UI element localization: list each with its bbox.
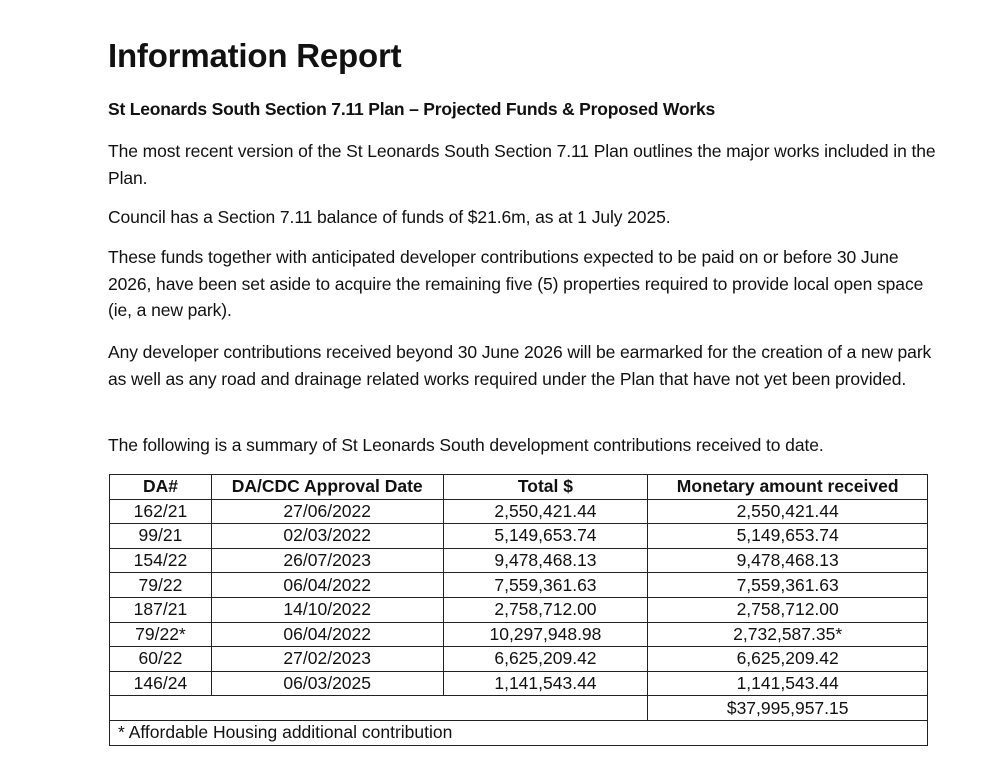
cell-da-number: 146/24 [110,671,212,696]
table-total-row [110,696,928,721]
cell-monetary-received: 7,559,361.63 [648,573,928,598]
header-da-number: DA# [110,475,212,500]
cell-total: 6,625,209.42 [443,647,648,672]
cell-monetary-received: 2,732,587.35* [648,622,928,647]
cell-approval-date: 14/10/2022 [211,597,443,622]
table-row [110,622,928,647]
cell-approval-date: 27/02/2023 [211,647,443,672]
table-row [110,548,928,573]
cell-total: 1,141,543.44 [443,671,648,696]
total-row-blank-cell [110,696,648,721]
cell-da-number: 79/22 [110,573,212,598]
table-header-row [110,475,928,500]
table-footnote: * Affordable Housing additional contribution [110,720,928,745]
paragraph-plan-overview: The most recent version of the St Leonards South Section 7.11 Plan outlines the major works included in the Plan. [108,141,936,188]
cell-approval-date: 26/07/2023 [211,548,443,573]
cell-total-received: $37,995,957.15 [648,696,928,721]
page-title: Information Report [108,37,402,74]
cell-total: 9,478,468.13 [443,548,648,573]
cell-monetary-received: 9,478,468.13 [648,548,928,573]
cell-total: 10,297,948.98 [443,622,648,647]
cell-da-number: 60/22 [110,647,212,672]
cell-total: 2,550,421.44 [443,499,648,524]
cell-total: 5,149,653.74 [443,524,648,549]
cell-da-number: 187/21 [110,597,212,622]
cell-total: 2,758,712.00 [443,597,648,622]
table-row [110,573,928,598]
cell-da-number: 162/21 [110,499,212,524]
cell-approval-date: 06/04/2022 [211,573,443,598]
contributions-table [109,474,928,746]
cell-monetary-received: 6,625,209.42 [648,647,928,672]
table-row [110,647,928,672]
table-footnote-row [110,720,928,745]
paragraph-balance: Council has a Section 7.11 balance of funds of $21.6m, as at 1 July 2025. [108,207,671,227]
cell-approval-date: 27/06/2022 [211,499,443,524]
cell-approval-date: 06/03/2025 [211,671,443,696]
cell-monetary-received: 5,149,653.74 [648,524,928,549]
cell-monetary-received: 1,141,543.44 [648,671,928,696]
cell-total: 7,559,361.63 [443,573,648,598]
paragraph-future-contributions: Any developer contributions received beyond 30 June 2026 will be earmarked for the creation of a new park as well as any road and drainage related works required under the Plan that have not yet been provided. [108,342,932,389]
cell-da-number: 79/22* [110,622,212,647]
table-row [110,499,928,524]
table-row [110,671,928,696]
table-row [110,524,928,549]
section-heading: St Leonards South Section 7.11 Plan – Projected Funds & Proposed Works [108,99,716,119]
cell-monetary-received: 2,758,712.00 [648,597,928,622]
header-monetary-received: Monetary amount received [648,475,928,500]
header-total: Total $ [443,475,648,500]
cell-da-number: 99/21 [110,524,212,549]
header-approval-date: DA/CDC Approval Date [211,475,443,500]
cell-da-number: 154/22 [110,548,212,573]
paragraph-funds-allocation: These funds together with anticipated developer contributions expected to be paid on or before 30 June 2026, have been set aside to acquire the remaining five (5) properties required to provide local open space (ie, a new park). [108,247,924,320]
cell-monetary-received: 2,550,421.44 [648,499,928,524]
table-row [110,597,928,622]
cell-approval-date: 02/03/2022 [211,524,443,549]
cell-approval-date: 06/04/2022 [211,622,443,647]
paragraph-table-intro: The following is a summary of St Leonards South development contributions received to date. [108,435,824,455]
